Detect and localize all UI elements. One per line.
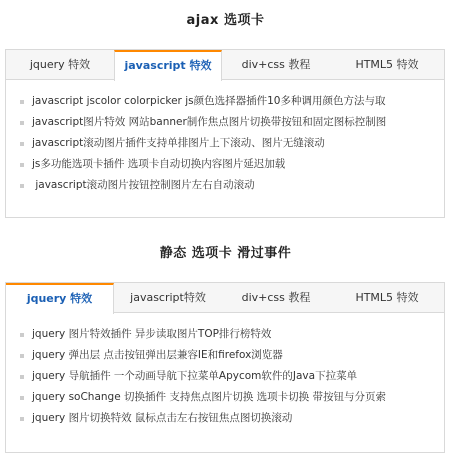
tabbox-ajax xyxy=(5,49,445,218)
tab-javascript[interactable]: javascript特效 xyxy=(130,291,206,304)
list-item-link[interactable]: jquery soChange 切换插件 支持焦点图片切换 选项卡切换 带按钮与分页索 xyxy=(32,391,387,403)
tab-bar xyxy=(6,50,444,80)
bullet-icon xyxy=(20,121,24,125)
list-item[interactable] xyxy=(18,91,444,112)
list-item-link[interactable]: jquery 弹出层 点击按钮弹出层兼容IE和firefox浏览器 xyxy=(32,349,283,361)
bullet-icon xyxy=(20,163,24,167)
tab-divcss[interactable]: div+css 教程 xyxy=(241,291,311,304)
list-item[interactable] xyxy=(18,112,444,133)
bullet-icon xyxy=(20,417,24,421)
tab-jquery[interactable]: jquery 特效 xyxy=(29,58,91,71)
bullet-icon xyxy=(20,333,24,337)
tab-javascript[interactable]: javascript 特效 xyxy=(114,50,222,81)
list-item-link[interactable]: jquery 导航插件 一个动画导航下拉菜单Apycom软件的Java下拉菜单 xyxy=(32,370,358,382)
list-item-link[interactable]: jquery 图片切换特效 鼠标点击左右按钮焦点图切换滚动 xyxy=(32,412,293,424)
bullet-icon xyxy=(20,142,24,146)
list-item-link[interactable]: javascript滚动图片插件支持单排图片上下滚动、图片无缝滚动 xyxy=(32,137,325,149)
bullet-icon xyxy=(20,396,24,400)
tab-jquery[interactable]: jquery 特效 xyxy=(6,283,114,314)
section-title-static: 静态 选项卡 滑过事件 xyxy=(159,246,292,261)
list-item[interactable] xyxy=(18,175,444,196)
list-item[interactable] xyxy=(18,154,444,175)
tab-divcss[interactable]: div+css 教程 xyxy=(241,58,311,71)
bullet-icon xyxy=(20,354,24,358)
bullet-icon xyxy=(20,100,24,104)
list-item-link[interactable]: javascript滚动图片按钮控制图片左右自动滚动 xyxy=(32,179,255,191)
list-item[interactable] xyxy=(18,324,444,345)
list-item-link[interactable]: javascript图片特效 网站banner制作焦点图片切换带按钮和固定图标控制图 xyxy=(32,116,387,128)
list-item-link[interactable]: javascript jscolor colorpicker js颜色选择器插件10多种调用颜色方法与取 xyxy=(32,95,386,107)
list-item-link[interactable]: jquery 图片特效插件 异步读取图片TOP排行榜特效 xyxy=(32,328,272,340)
bullet-icon xyxy=(20,184,24,188)
tab-html5[interactable]: HTML5 特效 xyxy=(355,291,419,304)
list-item[interactable] xyxy=(18,133,444,154)
article-list xyxy=(18,91,444,196)
list-item-link[interactable]: js多功能选项卡插件 选项卡自动切换内容图片延迟加载 xyxy=(32,158,286,170)
tabbox-static xyxy=(5,282,445,453)
list-item[interactable] xyxy=(18,345,444,366)
tab-html5[interactable]: HTML5 特效 xyxy=(355,58,419,71)
bullet-icon xyxy=(20,375,24,379)
list-item[interactable] xyxy=(18,408,444,429)
section-title-ajax: ajax 选项卡 xyxy=(186,13,265,28)
list-item[interactable] xyxy=(18,387,444,408)
article-list xyxy=(18,324,444,429)
list-item[interactable] xyxy=(18,366,444,387)
tab-bar xyxy=(6,283,444,313)
